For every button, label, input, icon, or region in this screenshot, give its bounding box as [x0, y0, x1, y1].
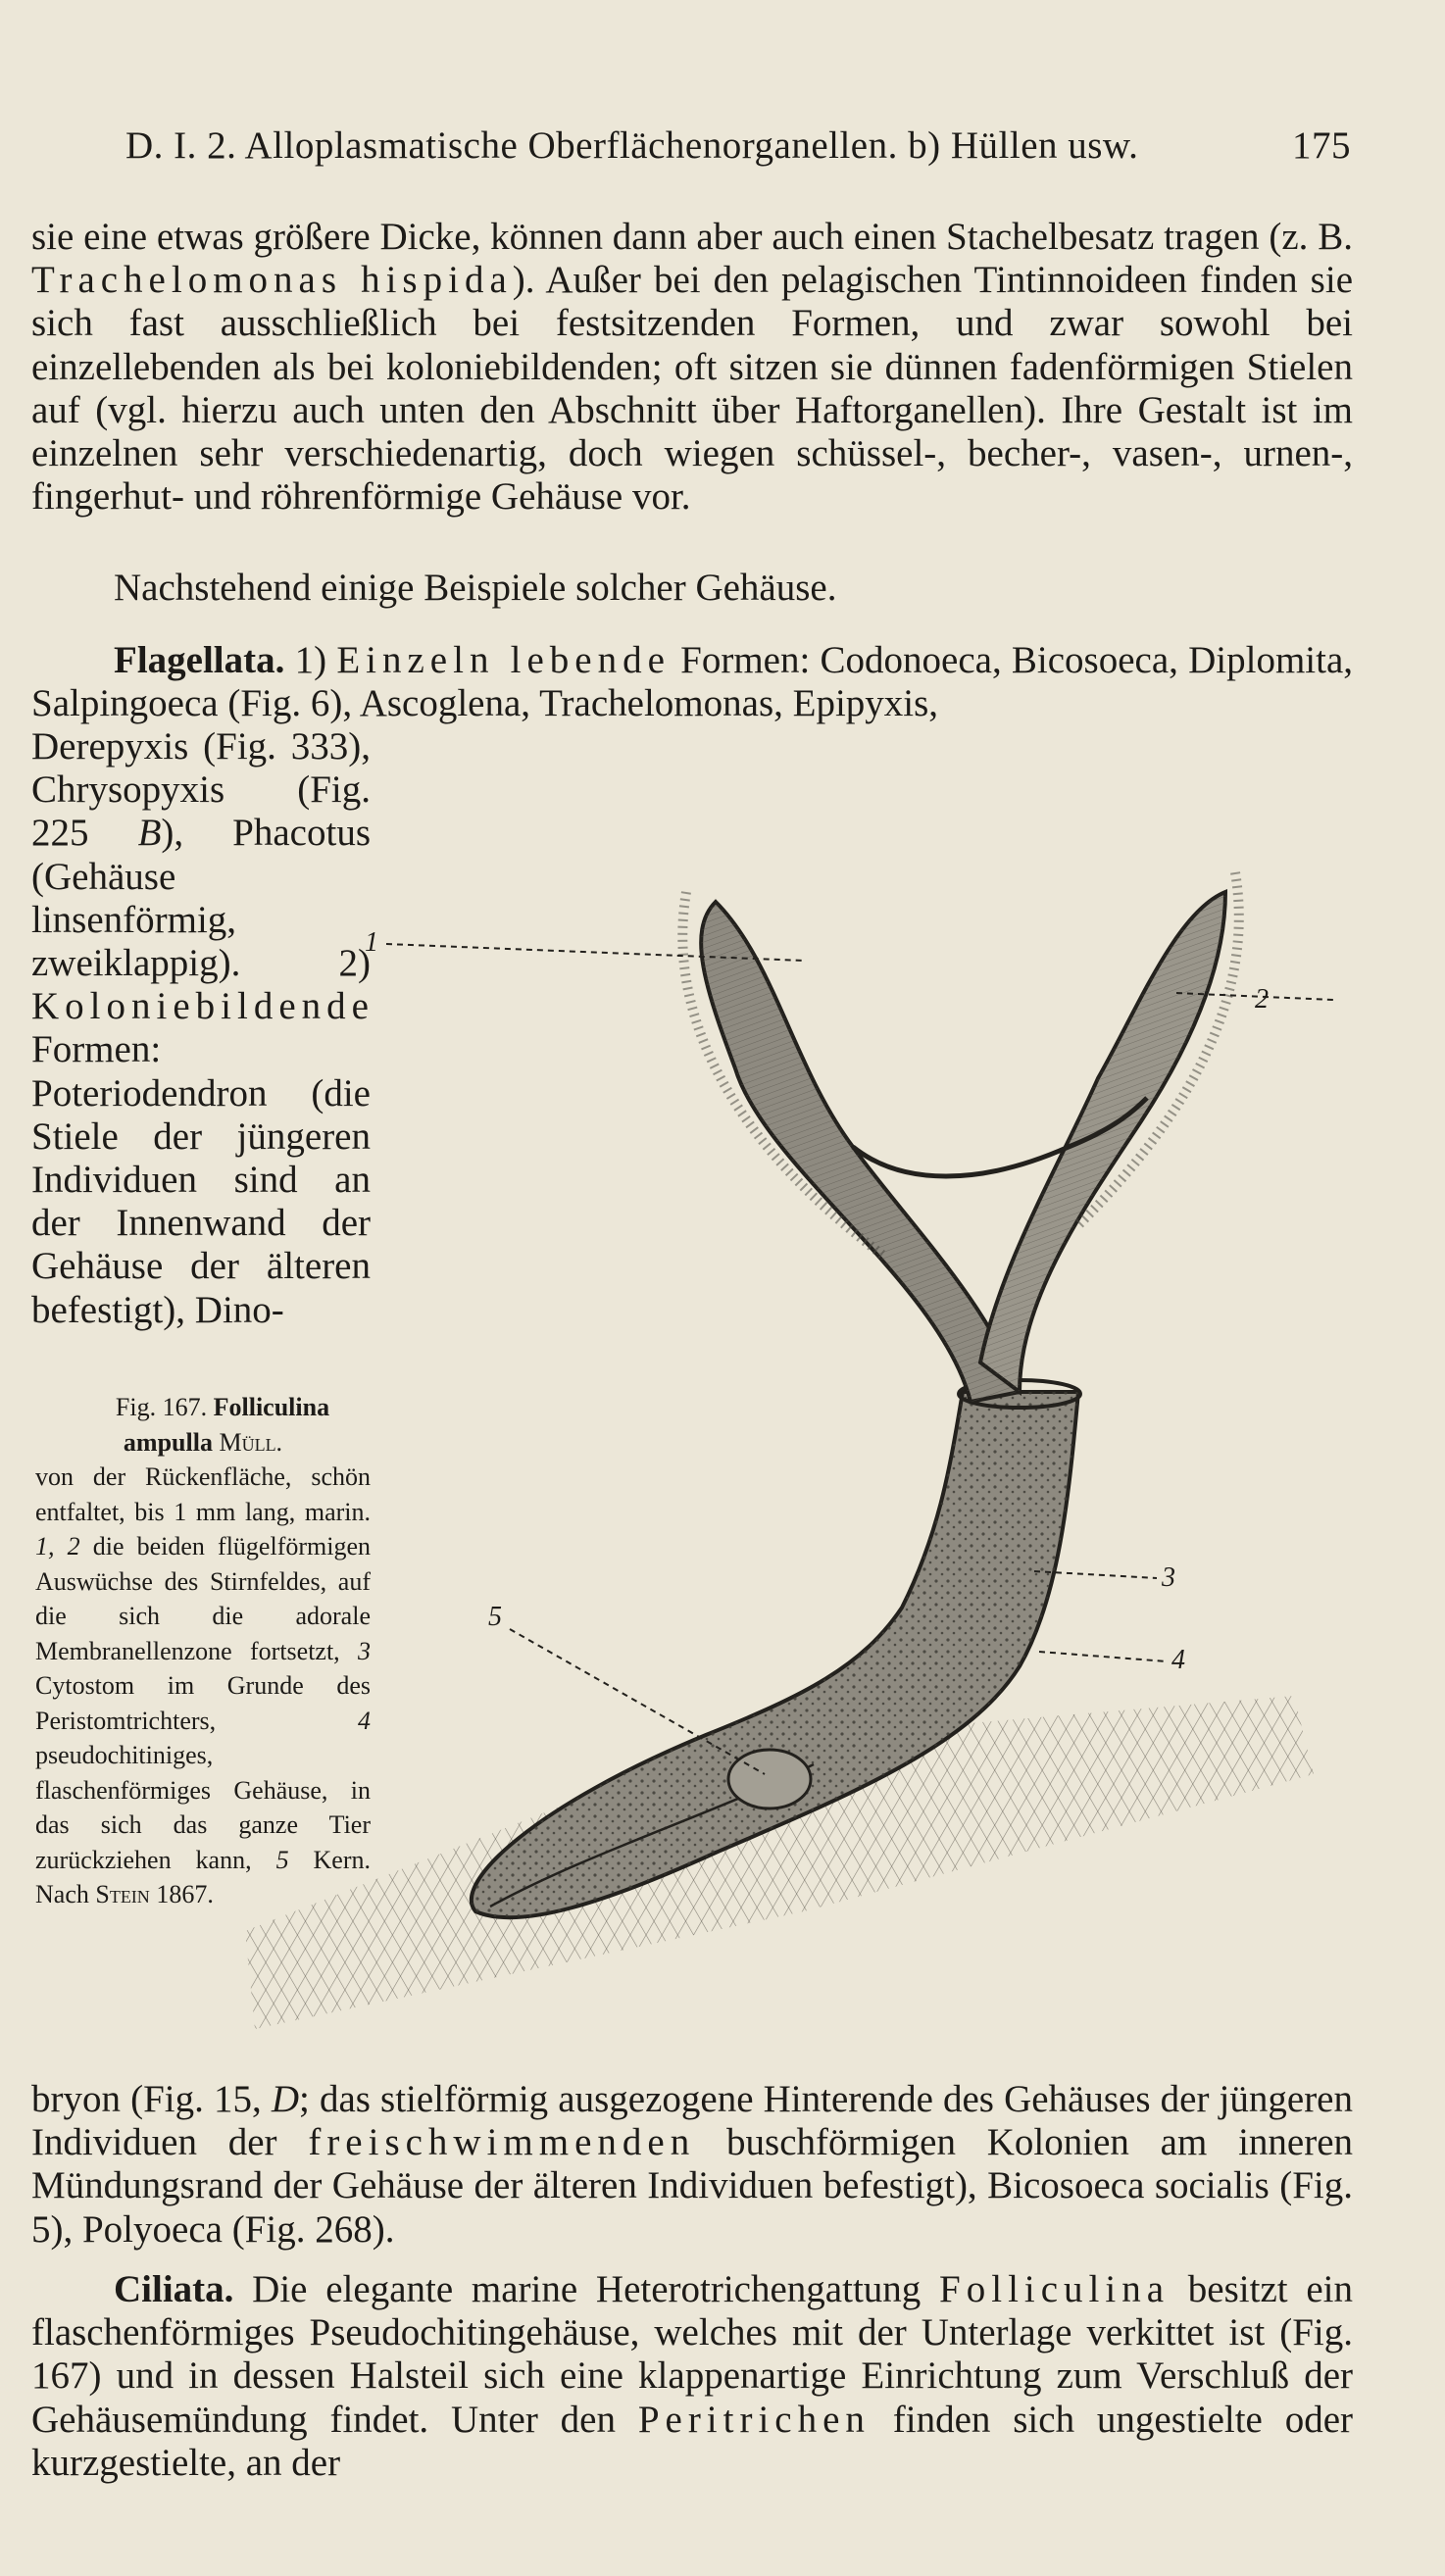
figure-label-3: 3 — [1162, 1562, 1175, 1593]
page-number: 175 — [1292, 124, 1351, 167]
figure-number: Fig. 167. — [115, 1393, 208, 1421]
section-heading-flagellata: Flagellata. — [114, 639, 285, 681]
figure-leaders — [386, 944, 1333, 1774]
species-title: Folliculina ampulla — [123, 1393, 330, 1457]
section-heading-ciliata: Ciliata. — [114, 2268, 234, 2310]
peristome-wings — [682, 872, 1239, 1402]
running-header — [125, 124, 1351, 168]
paragraph-1: sie eine etwas größere Dicke, können dann aber auch einen Stachelbesatz tragen (z. B. Trachelomonas hispida). Außer bei den pelagischen Tintinnoideen finden sie sich fast ausschließlich bei festsitzenden Formen, und zwar sowohl bei einzellebenden als bei koloniebildenden; oft sitzen sie dünnen fadenförmigen Stielen auf (vgl. hierzu auch unten den Abschnitt über Haftorganellen). Ihre Gestalt ist im einzelnen sehr verschiedenartig, doch wiegen schüssel-, becher-, vasen-, urnen-, fingerhut- und röhrenförmige Gehäuse vor. — [31, 216, 1353, 519]
paragraph-flagellata-column: Derepyxis (Fig. 333), Chrysopyxis (Fig. 225 B), Phacotus (Gehäuse linsenförmig, zweiklappig). 2) Koloniebildende Formen: Poteriodendron (die Stiele der jüngeren Individuen sind an der Innenwand der Gehäuse der älteren befestigt), Dino- — [31, 725, 374, 1331]
folliculina-illustration — [365, 755, 1304, 2029]
figure-label-4: 4 — [1171, 1645, 1185, 1675]
paragraph-2: Nachstehend einige Beispiele solcher Gehäuse. — [114, 567, 837, 609]
paragraph-ciliata: Ciliata. Die elegante marine Heterotrichengattung Folliculina besitzt ein flaschenförmiges Pseudochitingehäuse, welches mit der Unterlage verkittet ist (Fig. 167) und in dessen Halsteil sich eine klappenartige Einrichtung zum Verschluß der Gehäusemündung findet. Unter den Peritrichen finden sich ungestielte oder kurzgestielte, an der — [31, 2268, 1353, 2484]
figure-label-5: 5 — [488, 1602, 502, 1632]
figure-label-1: 1 — [365, 927, 378, 958]
figure-label-2: 2 — [1255, 984, 1269, 1015]
running-title: D. I. 2. Alloplasmatische Oberflächenorganellen. b) Hüllen usw. — [125, 124, 1139, 167]
species-name: Trachelomonas hispida — [31, 259, 513, 302]
paragraph-4: bryon (Fig. 15, D; das stielförmig ausgezogene Hinterende des Gehäuses der jüngeren Individuen der freischwimmenden buschförmigen Kolonien am inneren Mündungsrand der Gehäuse der älteren Individuen befestigt), Bicosoeca socialis (Fig. 5), Polyoeca (Fig. 268). — [31, 2078, 1354, 2251]
nucleus — [728, 1750, 811, 1808]
paragraph-flagellata: Flagellata. 1) Einzeln lebende Formen: Codonoeca, Bicosoeca, Diplomita, Salpingoeca (Fig. 6), Ascoglena, Trachelomonas, Epipyxis, — [31, 639, 1354, 725]
figure-caption: Fig. 167. Folliculina ampulla Müll. von der Rückenfläche, schön entfaltet, bis 1 mm lang, marin. 1, 2 die beiden flügelförmigen Auswüchse des Stirnfeldes, auf die sich die adorale Membranellenzone fortsetzt, 3 Cytostom im Grunde des Peristomtrichters, 4 pseudochitiniges, flaschenförmiges Gehäuse, in das sich das ganze Tier zurückziehen kann, 5 Kern. Nach Stein 1867. — [35, 1393, 372, 1908]
